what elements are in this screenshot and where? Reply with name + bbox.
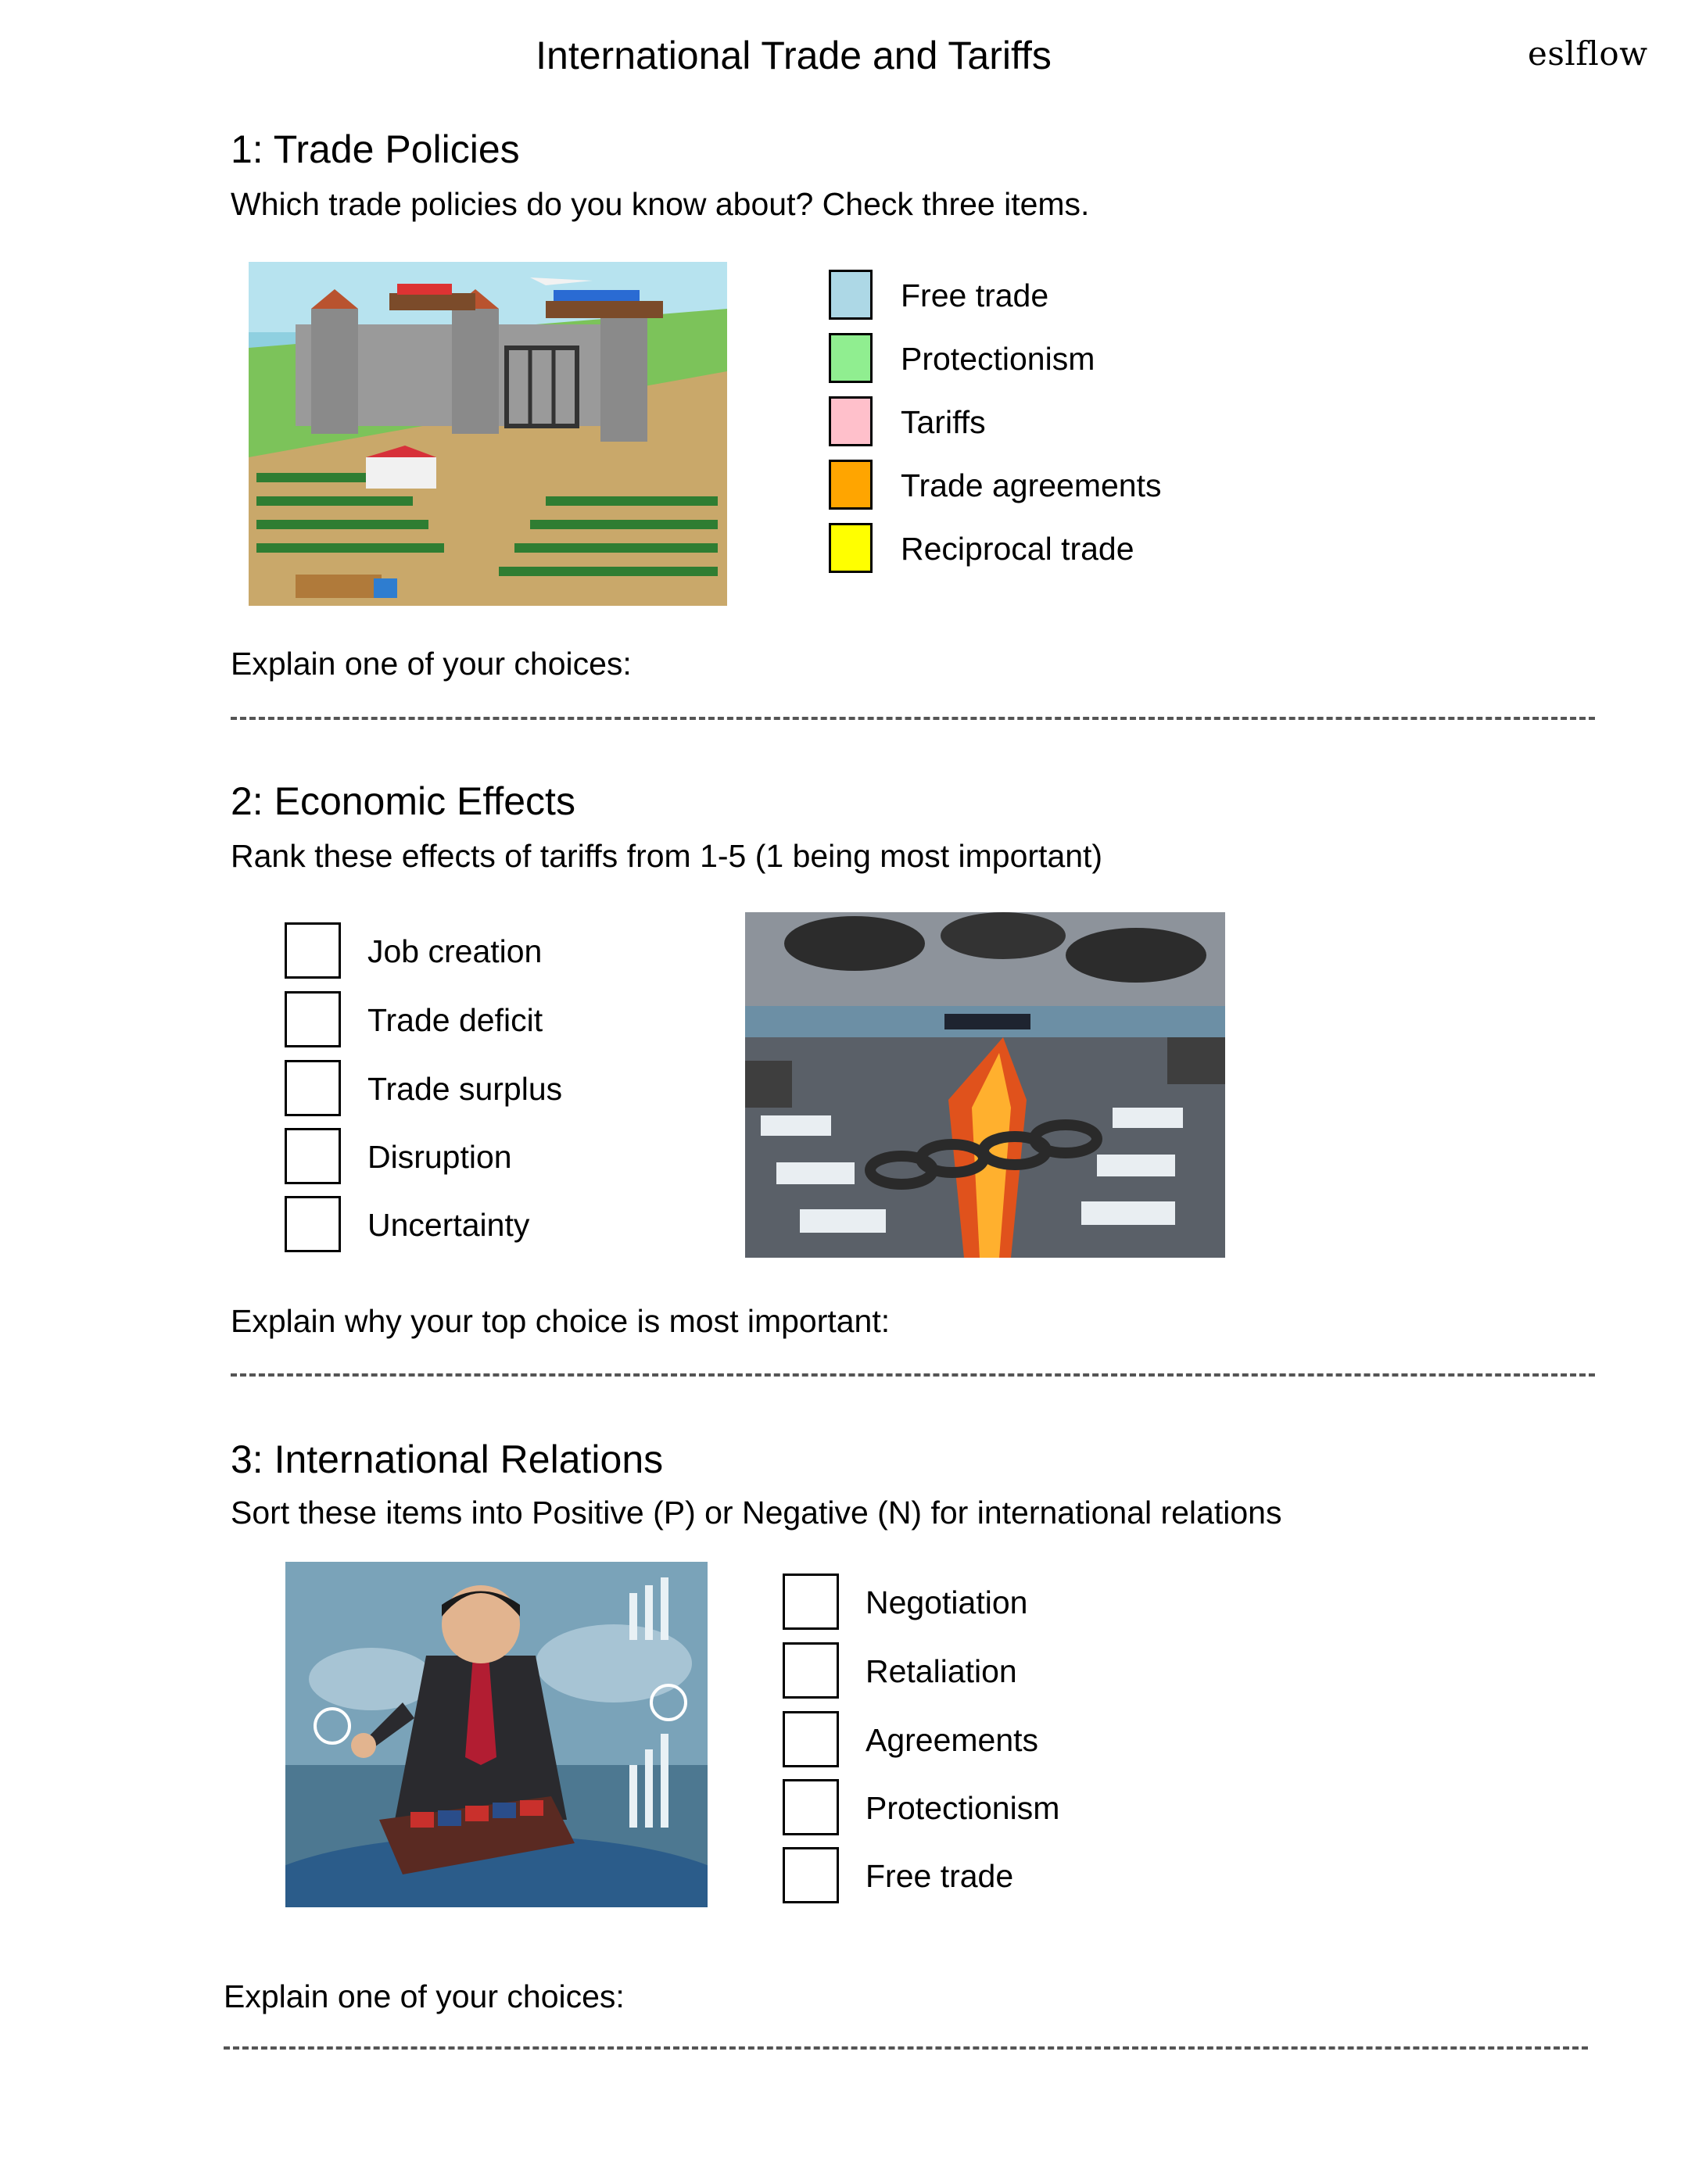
trade-wall-illustration	[249, 262, 727, 606]
section2-heading: 2: Economic Effects	[231, 779, 575, 823]
sort-label: Free trade	[866, 1858, 1014, 1894]
rank-box[interactable]	[285, 1196, 341, 1252]
sort-box[interactable]	[783, 1847, 839, 1903]
section3-instruction: Sort these items into Positive (P) or Negative (N) for international relations	[231, 1495, 1282, 1531]
option-label: Reciprocal trade	[901, 531, 1134, 567]
checkbox-reciprocal-trade[interactable]	[829, 523, 873, 573]
checkbox-protectionism[interactable]	[829, 333, 873, 383]
rank-box[interactable]	[285, 1060, 341, 1116]
rank-label: Trade deficit	[367, 1002, 543, 1038]
option-label: Protectionism	[901, 341, 1095, 377]
rank-box[interactable]	[285, 1128, 341, 1184]
section1-answer-line[interactable]	[231, 717, 1595, 720]
broken-supply-chain-illustration	[745, 912, 1225, 1258]
rank-label: Job creation	[367, 933, 543, 969]
rank-label: Trade surplus	[367, 1071, 563, 1107]
sort-label: Agreements	[866, 1722, 1039, 1758]
rank-label: Disruption	[367, 1139, 512, 1175]
section2-answer-line[interactable]	[231, 1373, 1595, 1377]
brand-logo: eslflow	[1528, 34, 1648, 73]
section3-answer-line[interactable]	[224, 2046, 1588, 2050]
worksheet-title: International Trade and Tariffs	[536, 34, 1052, 77]
trade-dispute-illustration	[285, 1562, 708, 1907]
option-label: Tariffs	[901, 404, 986, 440]
checkbox-tariffs[interactable]	[829, 396, 873, 446]
rank-label: Uncertainty	[367, 1207, 530, 1243]
sort-box[interactable]	[783, 1642, 839, 1699]
section3-heading: 3: International Relations	[231, 1438, 664, 1481]
rank-box[interactable]	[285, 922, 341, 979]
sort-box[interactable]	[783, 1711, 839, 1767]
sort-label: Negotiation	[866, 1584, 1028, 1620]
section1-instruction: Which trade policies do you know about? Check three items.	[231, 186, 1090, 222]
checkbox-free-trade[interactable]	[829, 270, 873, 320]
sort-box[interactable]	[783, 1574, 839, 1630]
section3-explain-prompt: Explain one of your choices:	[224, 1978, 625, 2014]
rank-box[interactable]	[285, 991, 341, 1047]
checkbox-trade-agreements[interactable]	[829, 460, 873, 510]
section2-explain-prompt: Explain why your top choice is most important:	[231, 1303, 891, 1339]
sort-label: Retaliation	[866, 1653, 1017, 1689]
option-label: Free trade	[901, 277, 1049, 313]
option-label: Trade agreements	[901, 467, 1162, 503]
section2-instruction: Rank these effects of tariffs from 1-5 (1 being most important)	[231, 838, 1103, 874]
section1-explain-prompt: Explain one of your choices:	[231, 646, 632, 682]
section1-heading: 1: Trade Policies	[231, 127, 520, 171]
sort-box[interactable]	[783, 1779, 839, 1835]
sort-label: Protectionism	[866, 1790, 1060, 1826]
